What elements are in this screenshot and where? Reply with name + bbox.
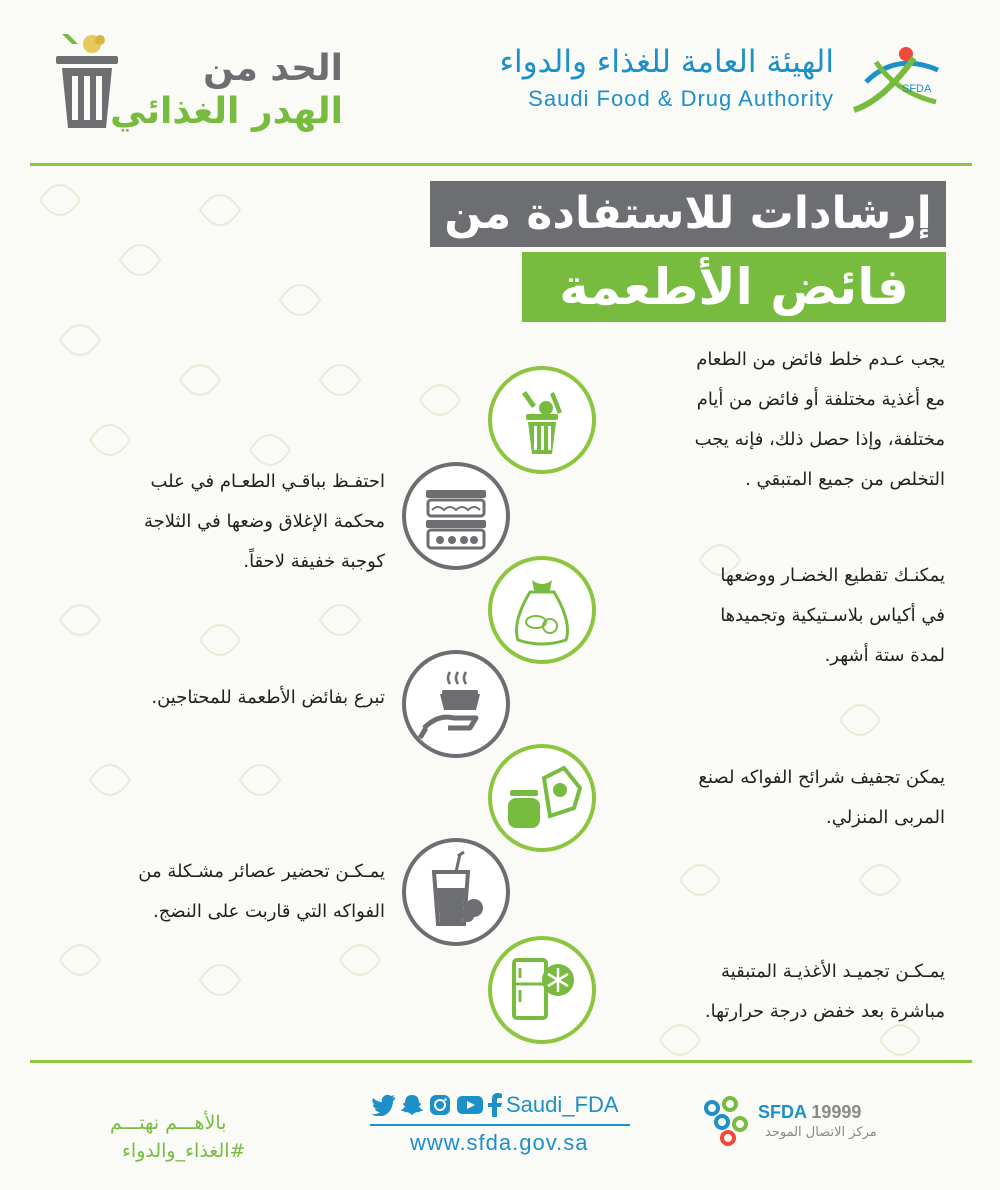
hotline-label: مركز الاتصال الموحد <box>765 1125 877 1140</box>
sfda-logo-icon <box>846 42 946 122</box>
twitter-icon[interactable] <box>370 1094 396 1116</box>
call-center-logo-icon <box>700 1094 754 1146</box>
campaign-title-line1: الحد من <box>203 48 343 89</box>
tip-freeze-leftovers-text: يمـكـن تجميـد الأغذيـة المتبقية مباشرة بعد خفض درجة حرارتها. <box>704 961 945 1022</box>
tip-juice-text: يمـكـن تحضير عصائر مشـكلة من الفواكه التي قاربت على النضج. <box>138 861 385 922</box>
hotline-number[interactable] <box>758 1102 861 1123</box>
main-title-line1: إرشادات للاستفادة من <box>444 188 932 239</box>
youtube-icon[interactable] <box>456 1094 484 1116</box>
slogan: بالأهـــم نهتـــم <box>110 1112 227 1134</box>
sfda-name-english: Saudi Food & Drug Authority <box>528 86 834 111</box>
jam-jar-toast-icon <box>488 744 596 852</box>
hashtag: #الغذاء_والدواء <box>122 1140 246 1162</box>
hotline-digits: 19999 <box>811 1102 862 1122</box>
campaign-title <box>110 48 343 134</box>
fridge-snowflake-icon <box>488 936 596 1044</box>
storage-containers-icon <box>402 462 510 570</box>
campaign-title-line2: الهدر الغذائي <box>110 91 343 132</box>
sfda-logo-text: SFDA <box>902 83 932 95</box>
tip-donate-text: تبرع بفائض الأطعمة للمحتاجين. <box>151 687 385 708</box>
juice-cup-berry-icon <box>402 838 510 946</box>
social-handle[interactable]: Saudi_FDA <box>506 1092 619 1117</box>
social-links <box>370 1090 619 1120</box>
tip-storage-text: احتفـظ بباقـي الطعـام في علب محكمة الإغلاق وضعها في الثلاجة كوجبة خفيفة لاحقاً. <box>143 471 385 572</box>
snapchat-icon[interactable] <box>400 1093 424 1117</box>
donate-food-icon <box>402 650 510 758</box>
instagram-icon[interactable] <box>428 1093 452 1117</box>
social-underline <box>370 1124 630 1126</box>
website-link[interactable]: www.sfda.gov.sa <box>410 1130 589 1155</box>
title-bar-green <box>522 252 946 322</box>
trash-bin-food-icon <box>488 366 596 474</box>
sfda-name-arabic: الهيئة العامة للغذاء والدواء <box>499 44 834 80</box>
vegetable-bag-icon <box>488 556 596 664</box>
tip-freeze-vegetables-text: يمكنـك تقطيع الخضـار ووضعها في أكياس بلاسـتيكية وتجميدها لمدة ستة أشهر. <box>720 565 945 666</box>
tip-jam-text: يمكن تجفيف شرائح الفواكه لصنع المربى المنزلي. <box>698 767 945 828</box>
facebook-icon[interactable] <box>488 1093 502 1117</box>
header-divider <box>30 163 972 166</box>
hotline-brand: SFDA <box>758 1102 807 1122</box>
footer-divider <box>30 1060 972 1063</box>
main-title-line2: فائض الأطعمة <box>559 258 909 316</box>
title-bar-gray <box>430 181 946 247</box>
tip-mixing-text: يجب عـدم خلط فائض من الطعام مع أغذية مختلفة أو فائض من أيام مختلفة، وإذا حصل ذلك، فإنه يجب التخلص من جميع المتبقي . <box>694 349 945 490</box>
